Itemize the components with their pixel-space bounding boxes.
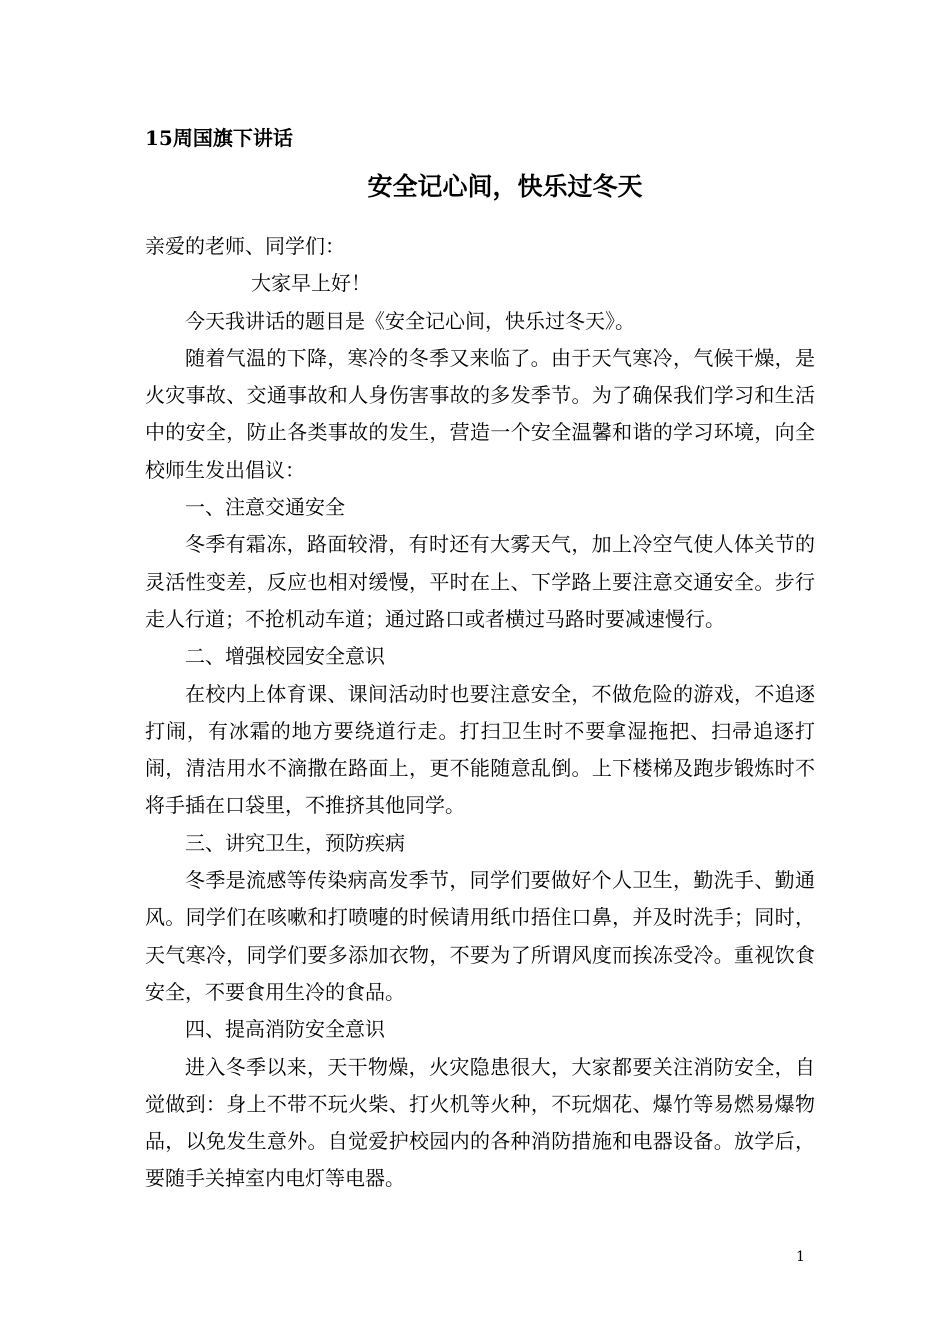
section-heading-traffic: 一、注意交通安全 (185, 495, 345, 520)
paragraph-background: 随着气温的下降，寒冷的冬季又来临了。由于天气寒冷，气候干燥，是火灾事故、交通事故和人身伤害事故的多发季节。为了确保我们学习和生活中的安全，防止各类事故的发生，营造一个安全温馨和谐的学习环境，向全校师生发出倡议： (145, 345, 815, 482)
section-heading-hygiene: 三、讲究卫生，预防疾病 (185, 830, 405, 855)
page-number: 1 (796, 1249, 805, 1265)
paragraph-campus: 在校内上体育课、课间活动时也要注意安全，不做危险的游戏，不追逐打闹，有冰霜的地方要绕道行走。打扫卫生时不要拿湿拖把、扫帚追逐打闹，清洁用水不滴撒在路面上，更不能随意乱倒。上下楼梯及跑步锻炼时不将手插在口袋里，不推挤其他同学。 (145, 681, 815, 818)
salutation: 亲爱的老师、同学们： (145, 234, 345, 258)
paragraph-intro: 今天我讲话的题目是《安全记心间，快乐过冬天》。 (185, 308, 635, 333)
document-heading: 15周国旗下讲话 (145, 126, 293, 150)
greeting: 大家早上好！ (251, 271, 371, 296)
paragraph-fire: 进入冬季以来，天干物燥，火灾隐患很大，大家都要关注消防安全，自觉做到：身上不带不玩火柴、打火机等火种，不玩烟花、爆竹等易燃易爆物品，以免发生意外。自觉爱护校园内的各种消防措施和电器设备。放学后，要随手关掉室内电灯等电器。 (145, 1054, 815, 1191)
document-body (145, 228, 815, 1198)
document-title: 安全记心间，快乐过冬天 (367, 172, 643, 201)
paragraph-traffic: 冬季有霜冻，路面较滑，有时还有大雾天气，加上冷空气使人体关节的灵活性变差，反应也相对缓慢，平时在上、下学路上要注意交通安全。步行走人行道；不抢机动车道；通过路口或者横过马路时要减速慢行。 (145, 532, 815, 631)
section-heading-fire: 四、提高消防安全意识 (185, 1017, 385, 1042)
paragraph-hygiene: 冬季是流感等传染病高发季节，同学们要做好个人卫生，勤洗手、勤通风。同学们在咳嗽和打喷嚏的时候请用纸巾捂住口鼻，并及时洗手；同时，天气寒冷，同学们要多添加衣物，不要为了所谓风度而挨冻受冷。重视饮食安全，不要食用生冷的食品。 (145, 868, 815, 1004)
section-heading-campus: 二、增强校园安全意识 (185, 644, 385, 669)
